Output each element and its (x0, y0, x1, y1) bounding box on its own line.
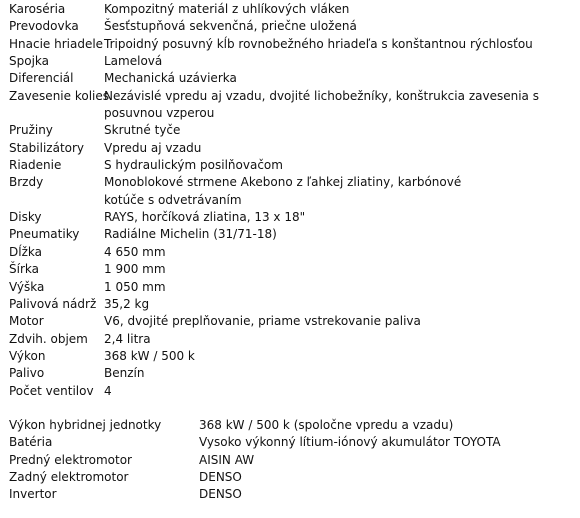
spec-label: Batéria (9, 435, 53, 450)
spec-label: Palivová nádrž (9, 296, 97, 311)
spec-label: Palivo (9, 366, 45, 381)
hybrid-row-inverter (9, 486, 571, 503)
spec-value: 35,2 kg (104, 296, 150, 311)
spec-value: 368 kW / 500 k (spoločne vpredu a vzadu) (199, 418, 454, 432)
spec-label: Pneumatiky (9, 227, 80, 242)
spec-row-clutch (9, 53, 571, 70)
spec-value: Lamelová (104, 54, 163, 69)
spec-label: Diferenciál (9, 71, 74, 86)
spec-label: Pružiny (9, 123, 53, 138)
spec-label: Motor (9, 314, 44, 329)
spec-row-fuel-tank (9, 296, 571, 313)
spec-row-steering (9, 157, 571, 174)
spec-row-engine (9, 313, 571, 330)
spec-label: Výkon (9, 348, 46, 363)
spec-label: Prevodovka (9, 19, 79, 34)
spec-label: Riadenie (9, 158, 62, 173)
spec-label: Výkon hybridnej jednotky (9, 418, 162, 432)
spec-value: Vysoko výkonný lítium-iónový akumulátor TOYOTA (199, 435, 501, 450)
spec-row-springs (9, 122, 571, 139)
spec-value: 4 (104, 383, 112, 398)
spec-label: Výška (9, 279, 45, 294)
spec-row-brakes (9, 174, 571, 209)
spec-label: Počet ventilov (9, 383, 94, 398)
spec-label: Spojka (9, 54, 50, 69)
spec-value: Monoblokové strmene Akebono z ľahkej zliatiny, karbónové kotúče s odvetrávaním (104, 175, 462, 207)
spec-value: Tripoidný posuvný kĺb rovnobežného hriadeľa s konštantnou rýchlosťou (104, 36, 533, 51)
spec-label: Hnacie hriadele (9, 36, 104, 51)
spec-row-power (9, 348, 571, 365)
spec-value: 368 kW / 500 k (104, 348, 195, 363)
spec-value: Vpredu aj vzadu (104, 140, 202, 155)
hybrid-spec-table (9, 417, 571, 504)
spec-label: Disky (9, 210, 42, 225)
spec-label: Dĺžka (9, 244, 42, 259)
spec-value: 2,4 litra (104, 331, 151, 346)
spec-value: 4 650 mm (104, 244, 166, 259)
spec-value: Skrutné tyče (104, 123, 181, 138)
spec-row-width (9, 261, 571, 278)
spec-value: Šesťstupňová sekvenčná, priečne uložená (104, 19, 357, 34)
spec-row-valves (9, 383, 571, 400)
spec-row-displacement (9, 331, 571, 348)
spec-value: DENSO (199, 470, 242, 485)
spec-value: 1 050 mm (104, 279, 166, 294)
spec-table (9, 1, 571, 400)
spec-value: AISIN AW (199, 452, 255, 467)
spec-value: DENSO (199, 487, 242, 502)
spec-label: Invertor (9, 487, 57, 502)
spec-row-gearbox (9, 18, 571, 35)
spec-label: Zdvih. objem (9, 331, 88, 346)
spec-row-suspension (9, 88, 571, 123)
spec-row-length (9, 244, 571, 261)
hybrid-row-battery (9, 434, 571, 451)
spec-label: Zadný elektromotor (9, 470, 129, 485)
hybrid-row-rear-motor (9, 469, 571, 486)
spec-value: V6, dvojité preplňovanie, priame vstrekovanie paliva (104, 314, 421, 329)
spec-row-height (9, 279, 571, 296)
spec-value: Kompozitný materiál z uhlíkových vláken (104, 2, 350, 16)
spec-value: RAYS, horčíková zliatina, 13 x 18" (104, 210, 306, 225)
spec-row-stabilizers (9, 140, 571, 157)
spec-label: Stabilizátory (9, 140, 85, 155)
spec-value: S hydraulickým posilňovačom (104, 158, 283, 173)
spec-label: Šírka (9, 262, 39, 277)
spec-row-differential (9, 70, 571, 87)
spec-label: Karoséria (9, 2, 66, 16)
spec-row-fuel (9, 365, 571, 382)
hybrid-row-front-motor (9, 452, 571, 469)
spec-row-body (9, 1, 571, 18)
spec-value: Mechanická uzávierka (104, 71, 237, 86)
spec-row-tyres (9, 226, 571, 243)
spec-label: Predný elektromotor (9, 452, 132, 467)
spec-row-drive-shafts (9, 36, 571, 53)
spec-value: Benzín (104, 366, 145, 381)
spec-value: 1 900 mm (104, 262, 166, 277)
hybrid-row-output (9, 417, 571, 434)
spec-value: Radiálne Michelin (31/71-18) (104, 227, 277, 242)
spec-label: Zavesenie kolies (9, 88, 109, 103)
spec-label: Brzdy (9, 175, 44, 190)
spec-value: Nezávislé vpredu aj vzadu, dvojité lichobežníky, konštrukcia zavesenia s posuvnou vzperou (104, 88, 539, 121)
spec-row-wheels (9, 209, 571, 226)
